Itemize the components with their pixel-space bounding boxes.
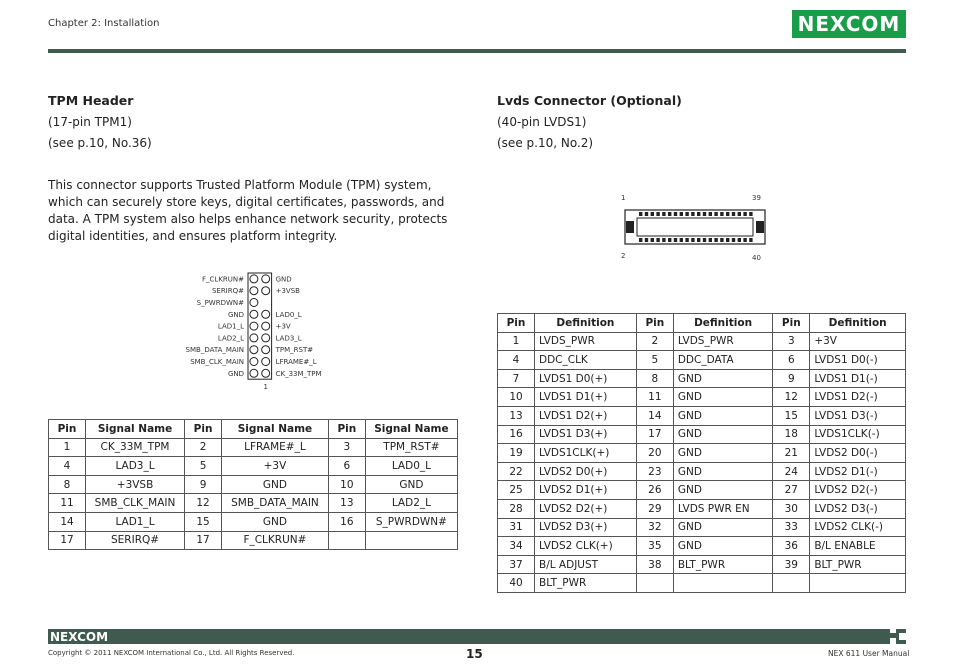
tpm-header-cell: Pin [185, 420, 222, 439]
lvds-cell: LVDS1 D1(+) [535, 388, 637, 407]
lvds-connector-diagram [615, 188, 775, 263]
tpm-left-label: SMB_CLK_MAIN [190, 358, 244, 366]
lvds-cell: LVDS1CLK(+) [535, 444, 637, 463]
tpm-pin-table [48, 419, 458, 550]
tpm-pin [262, 369, 270, 377]
tpm-pin [250, 322, 258, 330]
table-row [498, 369, 906, 388]
lvds-cell: LVDS2 D2(+) [535, 499, 637, 518]
table-row [498, 406, 906, 425]
lvds-pin40-label: 40 [752, 254, 761, 262]
lvds-cell: 39 [773, 555, 810, 574]
lvds-cell: 7 [498, 369, 535, 388]
lvds-cell: DDC_DATA [673, 351, 772, 370]
table-row [49, 531, 458, 550]
lvds-cell: GND [673, 369, 772, 388]
tpm-pin [262, 275, 270, 283]
tpm-left-label: SERIRQ# [211, 287, 244, 296]
lvds-cell: 15 [773, 406, 810, 425]
table-row [498, 388, 906, 407]
lvds-cell: LVDS2 D3(-) [810, 499, 906, 518]
tpm-pin [250, 334, 258, 342]
lvds-contact [656, 212, 659, 216]
table-row [498, 444, 906, 463]
lvds-cell: LVDS1 D1(-) [810, 369, 906, 388]
footer-bar [48, 629, 906, 644]
lvds-pin2-label: 2 [621, 252, 626, 260]
tpm-header-cell: Signal Name [365, 420, 457, 439]
tpm-cell: SERIRQ# [86, 531, 185, 550]
lvds-cell: 36 [773, 537, 810, 556]
tpm-cell: 6 [328, 457, 365, 476]
lvds-cell: GND [673, 462, 772, 481]
lvds-cell: 9 [773, 369, 810, 388]
lvds-ref: (see p.10, No.2) [497, 136, 594, 150]
lvds-cell: +3V [810, 332, 906, 351]
lvds-cell: 37 [498, 555, 535, 574]
lvds-cell: 10 [498, 388, 535, 407]
lvds-connector-slot [637, 218, 753, 236]
tpm-pin [262, 322, 270, 330]
manual-name: NEX 611 User Manual [828, 649, 910, 658]
tpm-cell: 14 [49, 512, 86, 531]
tpm-pin [262, 287, 270, 295]
lvds-cell: 33 [773, 518, 810, 537]
table-row [498, 499, 906, 518]
lvds-contact [680, 212, 683, 216]
lvds-contact [651, 238, 654, 242]
tpm-cell: 8 [49, 475, 86, 494]
lvds-cell: DDC_CLK [535, 351, 637, 370]
tpm-header-cell: Signal Name [222, 420, 329, 439]
lvds-cell: 25 [498, 481, 535, 500]
lvds-cell [636, 574, 673, 593]
lvds-cell: B/L ENABLE [810, 537, 906, 556]
lvds-contact [749, 238, 752, 242]
tpm-cell: +3VSB [86, 475, 185, 494]
table-row [498, 574, 906, 593]
lvds-contact [674, 212, 677, 216]
tpm-cell [365, 531, 457, 550]
tpm-cell: +3V [222, 457, 329, 476]
lvds-cell: BLT_PWR [673, 555, 772, 574]
lvds-contact [709, 238, 712, 242]
lvds-cell: 12 [773, 388, 810, 407]
tpm-left-label: F_CLKRUN# [202, 275, 244, 284]
lvds-cell: LVDS2 D1(+) [535, 481, 637, 500]
lvds-contact [656, 238, 659, 242]
tpm-pin [262, 334, 270, 342]
lvds-cell: LVDS2 D0(+) [535, 462, 637, 481]
tpm-description: This connector supports Trusted Platform Module (TPM) system, which can securely store keys, digital certificates, passwords, and data. A TPM system also helps enhance network security, protects digital identities, and ensures platform integrity. [48, 178, 448, 243]
tpm-left-label: LAD1_L [217, 322, 244, 331]
tpm-right-label: CK_33M_TPM [275, 369, 322, 378]
tpm-cell: 17 [49, 531, 86, 550]
tpm-left-label: SMB_DATA_MAIN [185, 346, 244, 355]
tpm-cell: 2 [185, 438, 222, 457]
table-row [49, 494, 458, 513]
table-row [49, 512, 458, 531]
lvds-cell: 4 [498, 351, 535, 370]
lvds-cell: LVDS1 D2(+) [535, 406, 637, 425]
tpm-cell: 16 [328, 512, 365, 531]
tpm-cell: LAD0_L [365, 457, 457, 476]
lvds-pin39-label: 39 [752, 194, 761, 202]
page-number: 15 [466, 647, 483, 661]
lvds-cell: 14 [636, 406, 673, 425]
tpm-right-label: LAD3_L [275, 334, 302, 343]
lvds-contact [685, 212, 688, 216]
tpm-pin [250, 358, 258, 366]
lvds-header-cell: Pin [498, 314, 535, 333]
lvds-cell: LVDS2 D1(-) [810, 462, 906, 481]
lvds-contact [703, 212, 706, 216]
lvds-contact [691, 238, 694, 242]
lvds-cell: 13 [498, 406, 535, 425]
lvds-cell: 26 [636, 481, 673, 500]
lvds-cell: 22 [498, 462, 535, 481]
tpm-left-label: S_PWRDWN# [196, 299, 244, 307]
tpm-pin [262, 358, 270, 366]
lvds-left-latch [626, 221, 634, 233]
lvds-cell: 38 [636, 555, 673, 574]
lvds-cell: LVDS2 CLK(+) [535, 537, 637, 556]
tpm-pin [262, 346, 270, 354]
lvds-cell: 17 [636, 425, 673, 444]
lvds-header-cell: Definition [810, 314, 906, 333]
lvds-cell: B/L ADJUST [535, 555, 637, 574]
tpm-cell: 4 [49, 457, 86, 476]
tpm-pin [250, 346, 258, 354]
tpm-pin-diagram [170, 268, 350, 393]
lvds-cell: LVDS1 D3(-) [810, 406, 906, 425]
tpm-cell: LFRAME#_L [222, 438, 329, 457]
tpm-pin [250, 369, 258, 377]
lvds-cell: LVDS2 CLK(-) [810, 518, 906, 537]
tpm-left-label: LAD2_L [217, 334, 244, 343]
lvds-cell: GND [673, 518, 772, 537]
lvds-cell: LVDS_PWR [535, 332, 637, 351]
lvds-cell: BLT_PWR [535, 574, 637, 593]
lvds-contact [714, 212, 717, 216]
lvds-contact [743, 212, 746, 216]
tpm-cell: CK_33M_TPM [86, 438, 185, 457]
lvds-pins: (40-pin LVDS1) [497, 115, 587, 129]
lvds-contact [668, 238, 671, 242]
chapter-title: Chapter 2: Installation [48, 18, 160, 29]
lvds-cell: 35 [636, 537, 673, 556]
tpm-cell: 5 [185, 457, 222, 476]
tpm-cell: GND [365, 475, 457, 494]
lvds-cell: LVDS2 D2(-) [810, 481, 906, 500]
lvds-contact [726, 238, 729, 242]
lvds-cell: 1 [498, 332, 535, 351]
lvds-cell: 24 [773, 462, 810, 481]
lvds-cell: 28 [498, 499, 535, 518]
tpm-pin [262, 310, 270, 318]
tpm-cell: 11 [49, 494, 86, 513]
lvds-contact [697, 212, 700, 216]
lvds-cell: 30 [773, 499, 810, 518]
lvds-cell: 31 [498, 518, 535, 537]
tpm-left-label: GND [227, 310, 244, 319]
lvds-contact [720, 212, 723, 216]
tpm-pin [250, 275, 258, 283]
lvds-header-cell: Pin [773, 314, 810, 333]
tpm-right-label: LFRAME#_L [275, 358, 317, 366]
tpm-cell: F_CLKRUN# [222, 531, 329, 550]
lvds-cell: LVDS2 D3(+) [535, 518, 637, 537]
tpm-cell: 1 [49, 438, 86, 457]
tpm-cell: S_PWRDWN# [365, 512, 457, 531]
lvds-cell: 32 [636, 518, 673, 537]
lvds-header-cell: Pin [636, 314, 673, 333]
tpm-cell: 10 [328, 475, 365, 494]
lvds-right-latch [756, 221, 764, 233]
lvds-contact [668, 212, 671, 216]
lvds-pin-table [497, 313, 906, 593]
lvds-contact [697, 238, 700, 242]
tpm-header-cell: Pin [49, 420, 86, 439]
lvds-cell: 21 [773, 444, 810, 463]
lvds-cell: 8 [636, 369, 673, 388]
lvds-cell: GND [673, 481, 772, 500]
tpm-right-label: LAD0_L [275, 310, 302, 319]
tpm-cell: GND [222, 512, 329, 531]
lvds-cell: LVDS1CLK(-) [810, 425, 906, 444]
tpm-ref: (see p.10, No.36) [48, 136, 152, 150]
lvds-contact [685, 238, 688, 242]
lvds-cell: 27 [773, 481, 810, 500]
tpm-left-label: GND [227, 369, 244, 378]
tpm-header-cell: Pin [328, 420, 365, 439]
lvds-contact [732, 238, 735, 242]
tpm-right-label: TPM_RST# [275, 346, 314, 355]
lvds-cell: GND [673, 537, 772, 556]
tpm-cell: SMB_CLK_MAIN [86, 494, 185, 513]
table-row [49, 475, 458, 494]
lvds-cell: LVDS1 D0(+) [535, 369, 637, 388]
lvds-cell: LVDS1 D2(-) [810, 388, 906, 407]
tpm-pin [250, 287, 258, 295]
table-row [498, 518, 906, 537]
table-row [498, 425, 906, 444]
lvds-cell: GND [673, 444, 772, 463]
lvds-contact [703, 238, 706, 242]
lvds-contact [645, 238, 648, 242]
tpm-pin [250, 299, 258, 307]
lvds-contact [738, 238, 741, 242]
table-row [49, 457, 458, 476]
tpm-cell: 12 [185, 494, 222, 513]
footer-mark-icon [890, 627, 906, 645]
lvds-pin1-label: 1 [621, 194, 626, 202]
lvds-cell: 20 [636, 444, 673, 463]
lvds-contact [651, 212, 654, 216]
lvds-title: Lvds Connector (Optional) [497, 93, 682, 108]
lvds-contact [714, 238, 717, 242]
lvds-cell: 19 [498, 444, 535, 463]
tpm-cell: TPM_RST# [365, 438, 457, 457]
tpm-cell: 9 [185, 475, 222, 494]
lvds-contact [674, 238, 677, 242]
tpm-pins: (17-pin TPM1) [48, 115, 132, 129]
lvds-cell: 2 [636, 332, 673, 351]
lvds-cell: LVDS1 D0(-) [810, 351, 906, 370]
header-divider [48, 49, 906, 53]
lvds-contact [662, 238, 665, 242]
lvds-cell: LVDS_PWR [673, 332, 772, 351]
lvds-header-cell: Definition [673, 314, 772, 333]
tpm-cell: LAD1_L [86, 512, 185, 531]
lvds-cell [810, 574, 906, 593]
lvds-cell: 11 [636, 388, 673, 407]
lvds-cell: 3 [773, 332, 810, 351]
lvds-contact [691, 212, 694, 216]
lvds-contact [709, 212, 712, 216]
lvds-contact [720, 238, 723, 242]
lvds-contact [743, 238, 746, 242]
lvds-cell: LVDS1 D3(+) [535, 425, 637, 444]
lvds-cell: LVDS2 D0(-) [810, 444, 906, 463]
table-row [498, 462, 906, 481]
lvds-contact [726, 212, 729, 216]
tpm-cell: 13 [328, 494, 365, 513]
lvds-cell: 23 [636, 462, 673, 481]
tpm-cell: LAD3_L [86, 457, 185, 476]
tpm-right-label: +3V [275, 322, 291, 331]
tpm-cell: 3 [328, 438, 365, 457]
lvds-contact [749, 212, 752, 216]
lvds-cell [773, 574, 810, 593]
tpm-right-label: +3VSB [275, 287, 300, 296]
lvds-cell: LVDS PWR EN [673, 499, 772, 518]
tpm-cell: SMB_DATA_MAIN [222, 494, 329, 513]
lvds-header-cell: Definition [535, 314, 637, 333]
tpm-pin1-label: 1 [263, 383, 268, 392]
tpm-pin [250, 310, 258, 318]
tpm-title: TPM Header [48, 93, 134, 108]
table-row [498, 481, 906, 500]
lvds-contact [639, 238, 642, 242]
table-row [498, 351, 906, 370]
lvds-cell: GND [673, 406, 772, 425]
lvds-cell [673, 574, 772, 593]
footer-logo: NEXCOM [50, 630, 109, 644]
lvds-contact [645, 212, 648, 216]
table-row [498, 332, 906, 351]
lvds-cell: 5 [636, 351, 673, 370]
tpm-header-cell: Signal Name [86, 420, 185, 439]
copyright: Copyright © 2011 NEXCOM International Co., Ltd. All Rights Reserved. [48, 649, 295, 657]
lvds-cell: 34 [498, 537, 535, 556]
table-row [498, 555, 906, 574]
table-row [498, 537, 906, 556]
tpm-cell: LAD2_L [365, 494, 457, 513]
tpm-right-label: GND [275, 275, 292, 284]
lvds-contact [738, 212, 741, 216]
lvds-contact [662, 212, 665, 216]
tpm-cell: 15 [185, 512, 222, 531]
lvds-cell: BLT_PWR [810, 555, 906, 574]
lvds-cell: GND [673, 425, 772, 444]
tpm-cell: GND [222, 475, 329, 494]
nexcom-logo [792, 10, 906, 38]
lvds-contact [639, 212, 642, 216]
lvds-cell: 6 [773, 351, 810, 370]
lvds-cell: 18 [773, 425, 810, 444]
lvds-cell: 16 [498, 425, 535, 444]
logo-text: NEXCOM [797, 12, 901, 36]
tpm-cell [328, 531, 365, 550]
lvds-cell: GND [673, 388, 772, 407]
lvds-contact [732, 212, 735, 216]
lvds-contact [680, 238, 683, 242]
lvds-cell: 40 [498, 574, 535, 593]
tpm-cell: 17 [185, 531, 222, 550]
table-row [49, 438, 458, 457]
lvds-cell: 29 [636, 499, 673, 518]
